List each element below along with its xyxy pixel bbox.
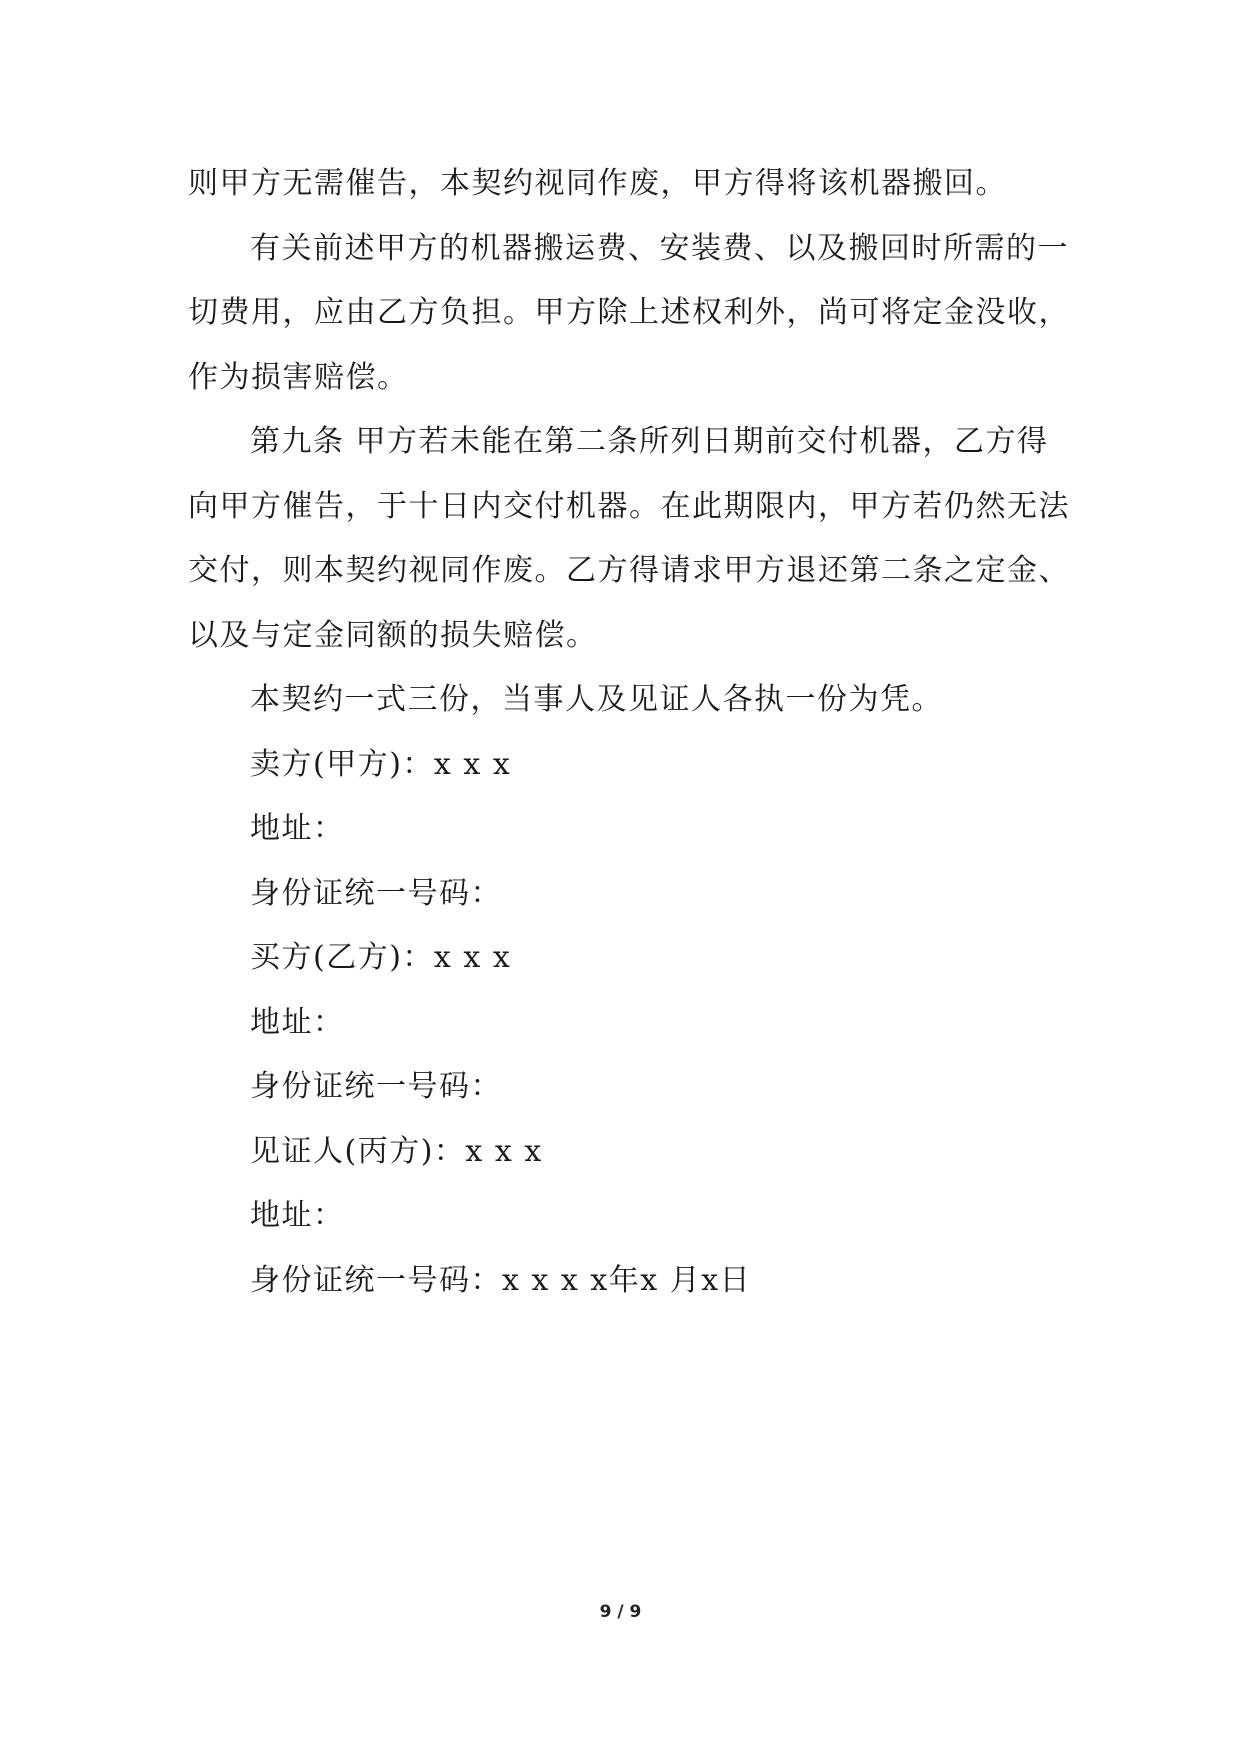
seller-line: 卖方(甲方)：x x x [250,746,512,782]
document-body [188,152,1068,1313]
text-line: 作为损害赔偿。 [188,359,409,395]
text-line: 向甲方催告，于十日内交付机器。在此期限内，甲方若仍然无法 [188,488,1070,524]
buyer-id-line: 身份证统一号码： [250,1069,502,1104]
witness-id-date-line: 身份证统一号码：x x x x年x 月x日 [250,1262,752,1298]
text-line: 切费用，应由乙方负担。甲方除上述权利外，尚可将定金没收， [188,295,1070,330]
text-line: 则甲方无需催告，本契约视同作废，甲方得将该机器搬回。 [188,166,1007,201]
article-nine-line: 第九条 甲方若未能在第二条所列日期前交付机器，乙方得 [250,424,1049,459]
text-line: 有关前述甲方的机器搬运费、安装费、以及搬回时所需的一 [250,230,1069,266]
text-line: 交付，则本契约视同作废。乙方得请求甲方退还第二条之定金、 [188,553,1070,588]
witness-line: 见证人(丙方)：x x x [250,1133,543,1169]
text-line: 以及与定金同额的损失赔偿。 [188,617,598,653]
buyer-line: 买方(乙方)：x x x [250,940,512,975]
seller-address-line: 地址： [250,811,345,846]
page-number: 9 / 9 [599,1602,642,1622]
copies-statement: 本契约一式三份，当事人及见证人各执一份为凭。 [250,682,943,717]
witness-address-line: 地址： [250,1198,345,1233]
seller-id-line: 身份证统一号码： [250,875,502,911]
buyer-address-line: 地址： [250,1004,345,1040]
